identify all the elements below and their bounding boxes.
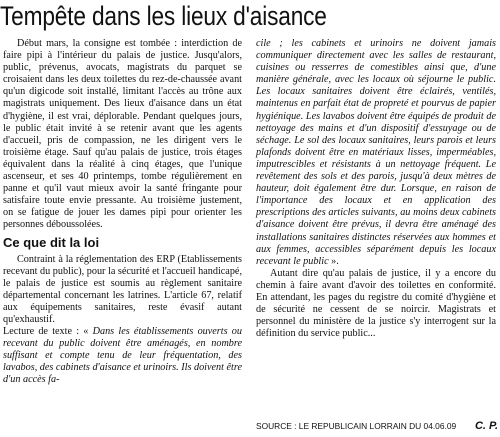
quote-continuation: cile ; les cabinets et urinoirs ne doivent jamais communiquer directement avec les salles de restaurant, cuisines ou resserres de comestibles ainsi que, d'une manière générale, avec les locaux où séjourne le public. Les locaux sanitaires doivent être éclairés, ventilés, maintenus en parfait état de propreté et pourvus de papier hygiénique. Les lavabos doivent être équipés de produit de nettoyage des mains et d'un dispositif d'essuyage ou de séchage. Le sol des locaux sanitaires, leurs parois et leurs plafonds doivent être en matériaux lisses, imperméables, imputrescibles et résistants à un nettoyage fréquent. Le revêtement des sols et des parois, jusqu'à deux mètres de hauteur, doit également être dur. Lorsque, en raison de l'importance des locaux et en application des prescriptions des articles suivants, au moins deux cabinets d'aisance doivent être prévus, il devra être aménagé des installations sanitaires distinctes réservées aux hommes et aux femmes, accessibles séparément depuis les locaux recevant le public: [256, 38, 496, 267]
intro-paragraph: Début mars, la consigne est tombée : interdiction de faire pipi à l'intérieur du palais de justice. Jusqu'alors, public, prévenus, avocats, magistrats du parquet se croisaient dans les deux toilettes du rez-de-chaussée avant qu'un digicode soit installé, limitant l'accès au trône aux magistrats uniquement. Des lieux d'aisance dans un état d'hygiène, il est vrai, déplorable. Pendant quelques jours, le public était invité à se retenir avant que les agents d'accueil, pris de compassion, ne les dirigent vers le troisième étage. Sauf qu'au palais de justice, trois étages équivalent dans la réalité à cinq étages, que l'unique ascenseur, et ses 40 printemps, tombe régulièrement en panne et qu'il vaut mieux avoir la santé fringante pour satisfaire toute envie pressante. Au troisième justement, on se fatigue de jouer les dames pipi pour orienter les personnes déboussolées.: [3, 38, 242, 231]
conclusion-paragraph: Autant dire qu'au palais de justice, il y a encore du chemin à faire avant d'avoir des toilettes en conformité. En attendant, les pages du registre du comité d'hygiène et de sécurité ne cessent de se noircir. Magistrats et personnel du ministère de la justice s'y interrogent sur la définition du service public...: [256, 267, 496, 340]
right-column: [256, 38, 496, 340]
source-credit: SOURCE : LE REPUBLICAIN LORRAIN DU 04.06.09: [256, 421, 457, 431]
quote-intro: Lecture de texte : «: [3, 326, 89, 338]
quote-continuation-paragraph: [256, 38, 496, 268]
subheading: Ce que dit la loi: [3, 234, 100, 250]
article-title: Tempête dans les lieux d'aisance: [0, 1, 327, 31]
article-footer: [256, 420, 498, 432]
quote-paragraph: [3, 326, 242, 386]
quote-close: ».: [328, 255, 339, 267]
quote-start: Dans les établissements ouverts ou recevant du public doivent être aménagés, en nombre suffisant et compte tenu de leur fréquentation, des lavabos, des cabinets d'aisance et urinoirs. Ils doivent être d'un accès fa-: [3, 326, 242, 386]
law-paragraph: Contraint à la réglementation des ERP (Etablissements recevant du public), pour la sécurité et l'accueil handicapé, le palais de justice est soumis au règlement sanitaire départemental concernant les latrines. L'article 67, relatif aux équipements sanitaires, reste évasif autant qu'exhaustif.: [3, 253, 242, 325]
author-signature: C. P.: [474, 420, 498, 432]
left-column: [3, 38, 242, 387]
